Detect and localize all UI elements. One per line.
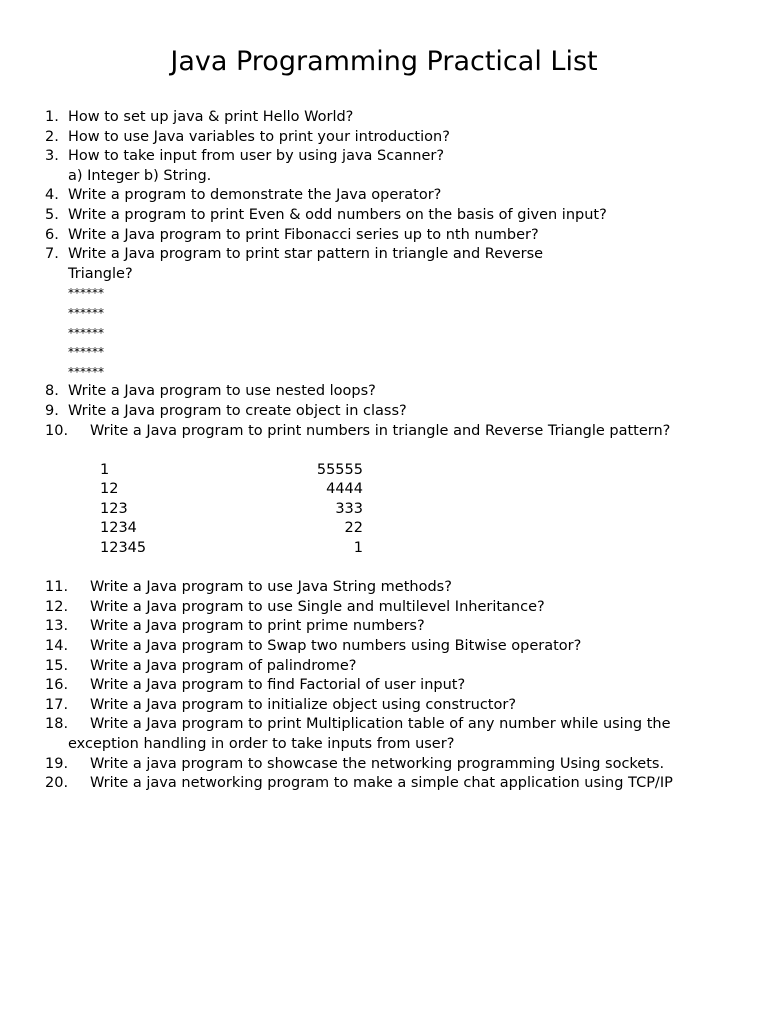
item-number: 19. [45, 755, 69, 772]
item-number: 18. [45, 716, 69, 733]
item-number: 16. [45, 677, 69, 694]
item-text: Write a Java program to find Factorial of user input? [90, 677, 466, 694]
item-text: Write a Java program to use Single and multilevel Inheritance? [90, 598, 545, 615]
list-item [0, 147, 768, 167]
list-subitem [0, 167, 768, 187]
list-item-continuation [0, 735, 768, 755]
pattern-row [0, 519, 768, 539]
list-item [0, 676, 768, 696]
item-number: 9. [45, 402, 59, 419]
reverse-pattern-cell: 1 [353, 540, 363, 557]
item-text: Write a Java program to print Multiplication table of any number while using the [90, 716, 671, 733]
item-number: 5. [45, 206, 59, 223]
item-text: Write a program to demonstrate the Java operator? [68, 187, 442, 204]
item-text: Write a java program to showcase the networking programming Using sockets. [90, 755, 665, 772]
star-row [0, 284, 768, 304]
list-item [0, 245, 768, 265]
star-row [0, 324, 768, 344]
item-number: 2. [45, 128, 59, 145]
star-row [0, 304, 768, 324]
spacer [0, 559, 768, 579]
star-row [0, 363, 768, 383]
list-item [0, 637, 768, 657]
star-pattern-line: ****** [68, 345, 104, 360]
list-item [0, 422, 768, 442]
item-number: 3. [45, 148, 59, 165]
list-item [0, 402, 768, 422]
list-item [0, 128, 768, 148]
list-item [0, 755, 768, 775]
item-text: How to use Java variables to print your introduction? [68, 128, 450, 145]
item-number: 4. [45, 187, 59, 204]
list-item [0, 206, 768, 226]
item-number: 12. [45, 598, 69, 615]
item-text: How to take input from user by using java Scanner? [68, 148, 445, 165]
star-pattern-line: ****** [68, 305, 104, 320]
item-continuation-text: exception handling in order to take inputs from user? [68, 736, 455, 752]
list-item-continuation [0, 265, 768, 285]
item-text: How to set up java & print Hello World? [68, 109, 354, 125]
item-number: 20. [45, 775, 69, 792]
item-number: 14. [45, 638, 69, 655]
item-subtext: a) Integer b) String. [68, 167, 212, 184]
item-number: 8. [45, 383, 59, 400]
item-number: 11. [45, 579, 69, 596]
pattern-row [0, 461, 768, 481]
star-pattern-line: ****** [68, 286, 104, 301]
triangle-pattern-cell: 12345 [100, 540, 147, 557]
item-text: Write a Java program to print star pattern in triangle and Reverse [68, 246, 544, 263]
item-number: 7. [45, 246, 59, 263]
item-continuation-text: Triangle? [68, 265, 133, 282]
list-item [0, 774, 768, 794]
item-text: Write a Java program to use Java String methods? [90, 579, 452, 596]
reverse-pattern-cell: 333 [335, 500, 363, 517]
reverse-pattern-cell: 4444 [326, 481, 363, 498]
triangle-pattern-cell: 123 [100, 500, 128, 517]
list-item [0, 578, 768, 598]
item-text: Write a Java program to initialize object using constructor? [90, 696, 517, 713]
list-item [0, 382, 768, 402]
star-pattern-line: ****** [68, 325, 104, 340]
item-text: Write a Java program of palindrome? [90, 657, 357, 674]
item-number: 15. [45, 657, 69, 674]
reverse-pattern-cell: 22 [344, 520, 363, 537]
item-number: 1. [45, 109, 59, 125]
item-text: Write a Java program to use nested loops? [68, 383, 376, 400]
pattern-row [0, 539, 768, 559]
practical-list [0, 108, 768, 794]
list-item [0, 108, 768, 128]
list-item [0, 617, 768, 637]
reverse-pattern-cell: 55555 [316, 461, 363, 478]
item-text: Write a java networking program to make a simple chat application using TCP/IP [90, 775, 673, 792]
item-text: Write a Java program to print prime numbers? [90, 618, 425, 635]
item-number: 17. [45, 696, 69, 713]
item-text: Write a Java program to Swap two numbers using Bitwise operator? [90, 638, 582, 655]
page-title: Java Programming Practical List [170, 46, 598, 77]
star-pattern-line: ****** [68, 364, 104, 379]
list-item [0, 598, 768, 618]
item-text: Write a Java program to print numbers in triangle and Reverse Triangle pattern? [90, 422, 671, 439]
pattern-row [0, 500, 768, 520]
list-item [0, 696, 768, 716]
list-item [0, 715, 768, 735]
triangle-pattern-cell: 1234 [100, 520, 137, 537]
item-number: 6. [45, 226, 59, 243]
spacer [0, 441, 768, 461]
item-text: Write a program to print Even & odd numbers on the basis of given input? [68, 206, 607, 223]
pattern-row [0, 480, 768, 500]
list-item [0, 657, 768, 677]
item-text: Write a Java program to create object in class? [68, 402, 407, 419]
list-item [0, 186, 768, 206]
item-number: 13. [45, 618, 69, 635]
triangle-pattern-cell: 12 [100, 481, 119, 498]
star-row [0, 343, 768, 363]
list-item [0, 226, 768, 246]
triangle-pattern-cell: 1 [100, 461, 110, 478]
item-text: Write a Java program to print Fibonacci series up to nth number? [68, 226, 539, 243]
item-number: 10. [45, 422, 69, 439]
